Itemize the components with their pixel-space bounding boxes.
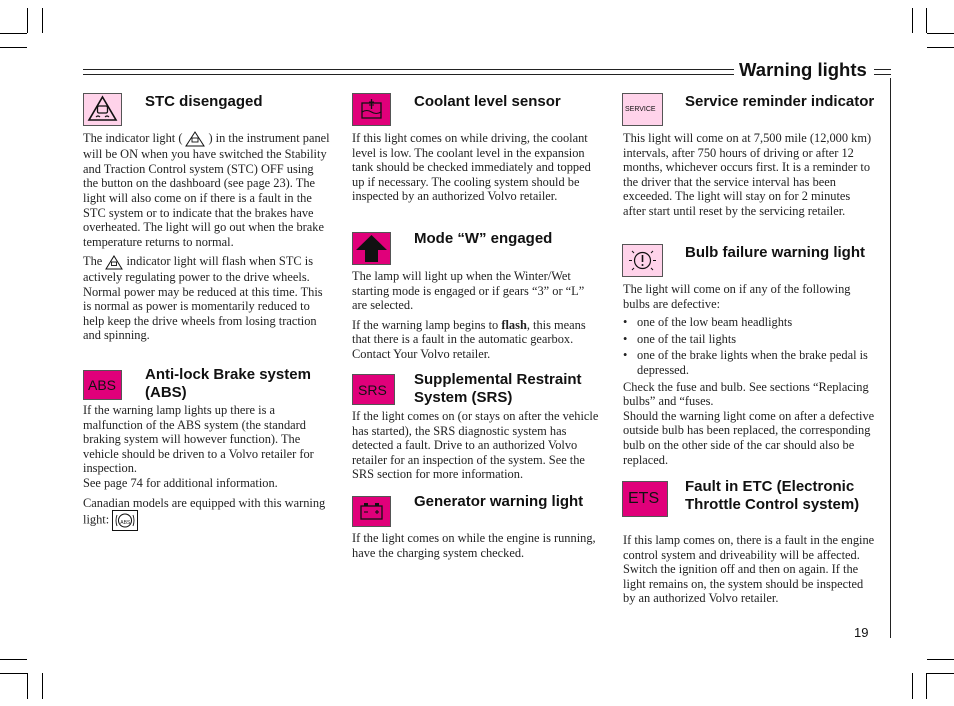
abs-paragraph-2: See page 74 for additional information. (83, 475, 278, 490)
coolant-body (352, 131, 602, 204)
crop-mark (0, 33, 27, 34)
traction-skid-icon (105, 255, 123, 270)
header-rule-top (83, 69, 734, 70)
crop-mark (42, 673, 43, 699)
stc-p1-b: ) in the instrument panel will be ON when you have switched the Stability and Traction Control system (STC) OFF using the button on the dashboard (see page 23). The light will also come on if there is a fault in the STC system or to indicate that the brakes have overheated. The light will go out when the brake temperature returns to normal. (83, 131, 330, 249)
ets-icon-label: ETS (628, 490, 660, 507)
battery-icon (353, 497, 390, 526)
mode-w-body (352, 269, 602, 367)
mode-w-p2-a: If the warning lamp begins to (352, 317, 499, 332)
bulb-failure-icon (623, 245, 662, 276)
coolant-heading: Coolant level sensor (414, 93, 561, 110)
abs-paragraph-3 (83, 496, 333, 532)
crop-mark (0, 47, 27, 48)
stc-p2-b: indicator light will flash when STC is actively regulating power to the drive wheels. Normal power may be reduced at this time. This is normal as power is momentarily reduced to help keep the drive wheels from losing traction and spinning. (83, 254, 323, 343)
abs-paragraph-1: If the warning lamp lights up there is a malfunction of the ABS system (the standard braking system will however function). The vehicle should be driven to a Volvo retailer for inspection. (83, 403, 314, 476)
crop-mark (927, 673, 954, 674)
crop-mark (926, 8, 927, 33)
generator-body (352, 531, 602, 560)
srs-icon-label: SRS (358, 382, 387, 398)
coolant-level-icon (353, 94, 390, 125)
crop-mark (42, 8, 43, 33)
crop-mark (27, 8, 28, 33)
bulb-heading: Bulb failure warning light (685, 244, 865, 261)
srs-warning-lamp (352, 374, 395, 405)
list-item: • one of the low beam headlights (623, 315, 875, 330)
service-heading: Service reminder indicator (685, 93, 875, 110)
mode-w-heading: Mode “W” engaged (414, 230, 553, 247)
bulb-warning-lamp (622, 244, 663, 277)
abs-canada-icon (112, 510, 138, 531)
coolant-paragraph-1: If this light comes on while driving, the coolant level is low. The coolant level in the expansion tank should be checked immediately and topped up if necessary. The cooling system should be inspected by an authorized Volvo retailer. (352, 131, 591, 204)
generator-heading: Generator warning light (414, 493, 584, 510)
srs-body (352, 409, 604, 482)
mode-w-paragraph-1: The lamp will light up when the Winter/Wet starting mode is engaged or if gears “3” or “L” are selected. (352, 269, 585, 313)
crop-mark (0, 659, 27, 660)
stc-body (83, 131, 330, 348)
generator-paragraph-1: If the light comes on while the engine is running, have the charging system checked. (352, 531, 596, 560)
service-body (623, 131, 875, 219)
stc-p2-a: The (83, 254, 103, 269)
bulb-paragraph-3: Should the warning light come on after a defective outside bulb has been replaced, the corresponding bulb on the other side of the car should also be replaced. (623, 408, 875, 467)
header-rule-bottom (83, 74, 734, 75)
crop-mark (27, 673, 28, 699)
traction-skid-icon (184, 131, 206, 147)
coolant-warning-lamp (352, 93, 391, 126)
bulb-paragraph-2: Check the fuse and bulb. See sections “Replacing bulbs” and “fuses. (623, 379, 869, 409)
crop-mark (927, 659, 954, 660)
abs-inline-icon-label: ABS (120, 520, 131, 527)
right-margin-line (890, 78, 891, 638)
crop-mark (912, 8, 913, 33)
crop-mark (912, 673, 913, 699)
crop-mark (927, 47, 954, 48)
ets-warning-lamp (622, 481, 668, 517)
abs-heading: Anti-lock Brake system (ABS) (145, 366, 311, 401)
generator-warning-lamp (352, 496, 391, 527)
stc-heading: STC disengaged (145, 93, 263, 110)
bulb-body (623, 282, 875, 467)
abs-warning-lamp (83, 370, 122, 400)
page-title: Warning lights (739, 59, 867, 80)
mode-w-p2-b: , this means that there is a fault in the automatic gearbox. Contact Your Volvo retailer. (352, 317, 586, 361)
header-rule-right (874, 69, 891, 70)
stc-p1-a: The indicator light ( (83, 131, 183, 145)
mode-w-warning-lamp (352, 232, 391, 265)
up-arrow-icon (353, 233, 390, 264)
stc-warning-lamp (83, 93, 122, 126)
srs-heading: Supplemental Restraint System (SRS) (414, 371, 582, 406)
list-item: • one of the tail lights (623, 332, 875, 347)
abs-body (83, 403, 333, 536)
crop-mark (0, 673, 27, 674)
ets-body (623, 533, 875, 606)
crop-mark (927, 33, 954, 34)
abs-icon-label: ABS (88, 377, 117, 393)
mode-w-p2-bold: flash (501, 317, 527, 332)
page-number: 19 (854, 625, 869, 640)
header-rule-right (874, 74, 891, 75)
service-paragraph-1: This light will come on at 7,500 mile (12,000 km) intervals, after 750 hours of driving or after 12 months, whichever occurs first. It is a reminder to the driver that the service interval has been exceeded. The light will stay on for 2 minutes after start until reset by the servicing retailer. (623, 131, 872, 218)
mode-w-paragraph-2 (352, 318, 602, 362)
abs-p3-text: Canadian models are equipped with this warning light: (83, 495, 326, 527)
srs-paragraph-1: If the light comes on (or stays on after the vehicle has started), the SRS diagnostic system has detected a fault. Drive to an authorized Volvo retailer for an inspection of the system. See the SRS section for more information. (352, 409, 599, 482)
bulb-list (623, 315, 875, 377)
crop-mark (926, 673, 927, 699)
stc-paragraph-1 (83, 131, 330, 249)
ets-paragraph-1: If this lamp comes on, there is a fault in the engine control system and driveability will be affected. Switch the ignition off and then on again. If the light remains on, the system should be inspected by an authorized Volvo retailer. (623, 533, 875, 606)
list-item: • one of the brake lights when the brake pedal is depressed. (623, 348, 875, 377)
service-warning-lamp (622, 93, 663, 126)
service-icon-label: SERVICE (625, 106, 656, 113)
traction-skid-icon (84, 94, 121, 125)
stc-paragraph-2 (83, 254, 330, 343)
ets-heading: Fault in ETC (Electronic Throttle Control system) (685, 478, 860, 513)
bulb-paragraph-1: The light will come on if any of the following bulbs are defective: (623, 282, 851, 311)
